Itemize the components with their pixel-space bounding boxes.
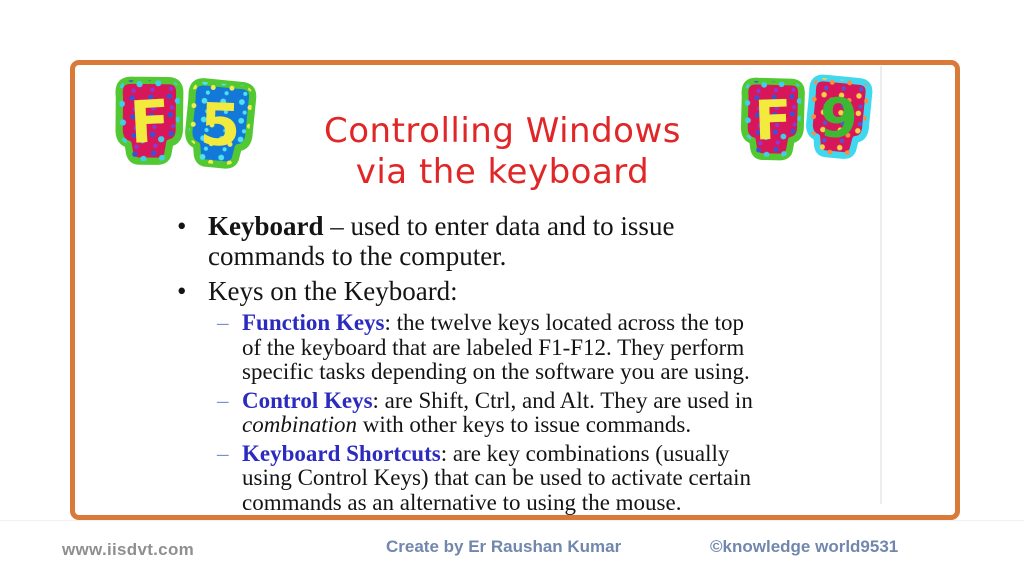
subbullet-line-text: : are key combinations (usually [440,440,730,466]
bullet-line [208,276,458,306]
f9-digit-9: 9 [818,86,859,151]
italic-combination: combination [242,412,357,437]
keyword-control-keys: Control Keys [242,387,373,413]
footer-copyright: ©knowledge world9531 [710,537,899,556]
dash-marker: – [217,310,229,335]
subbullet-line [242,466,751,491]
slide-title [250,111,755,193]
subbullet-keyboard-shortcuts [217,442,877,516]
subbullet-line [242,413,753,438]
subbullet-text [242,311,750,385]
bullet-text [208,276,458,306]
subbullet-line-text: with other keys to issue commands. [357,412,692,437]
subbullet-line-text: : the twelve keys located across the top [384,310,745,335]
subbullet-line-text: of the keyboard that are labeled F1-F12. They perform [242,334,745,360]
bullet-line [208,211,674,241]
bullet-keys-on-keyboard [177,276,877,306]
footer-website: www.iisdvt.com [62,540,195,559]
bullet-marker: • [177,211,187,241]
slide-title-line2: via the keyboard [355,152,650,192]
subbullet-text [242,442,751,516]
dash-marker: – [217,440,229,466]
subbullet-line [242,442,751,467]
f5-key-graphic [106,68,262,170]
keyword-function-keys: Function Keys [242,310,385,335]
bullet-text [208,211,674,271]
subbullet-line-text: commands as an alternative to using the mouse. [242,489,682,515]
subbullet-text [242,389,753,438]
bullet-line-text: commands to the computer. [208,241,507,271]
slide-bottom-edge [0,520,1024,521]
subbullet-line-text: specific tasks depending on the software you are using. [242,359,750,384]
subbullet-line [242,311,750,336]
subbullet-line [242,389,753,414]
f5-digit-5: 5 [198,90,242,160]
bullet-line [208,241,674,271]
subbullet-line-text: using Control Keys) that can be used to activate certain [242,465,752,490]
subbullet-line [242,491,751,516]
f9-right-key [808,78,869,157]
f5-right-key [188,81,253,165]
bullet-keyboard [177,211,877,271]
bullet-line-text: Keys on the Keyboard: [208,276,458,306]
keyword-keyboard-shortcuts: Keyboard Shortcuts [242,440,441,466]
f5-letter-f: F [128,86,172,157]
f5-left-key [116,78,183,164]
footer-credit: Create by Er Raushan Kumar [386,537,622,556]
slide-title-line1: Controlling Windows [323,111,681,151]
slide-body [177,211,877,519]
bold-term: Keyboard [208,211,324,241]
bullet-marker: • [177,276,187,306]
subbullet-line-text: : are Shift, Ctrl, and Alt. They are used in [372,387,753,413]
dash-marker: – [217,387,229,413]
subbullet-control-keys [217,389,877,438]
subbullet-line [242,360,750,385]
f9-letter-f: F [753,88,793,153]
subbullet-function-keys [217,311,877,385]
bullet-line-text: – used to enter data and to issue [323,211,675,241]
subbullet-line [242,336,750,361]
